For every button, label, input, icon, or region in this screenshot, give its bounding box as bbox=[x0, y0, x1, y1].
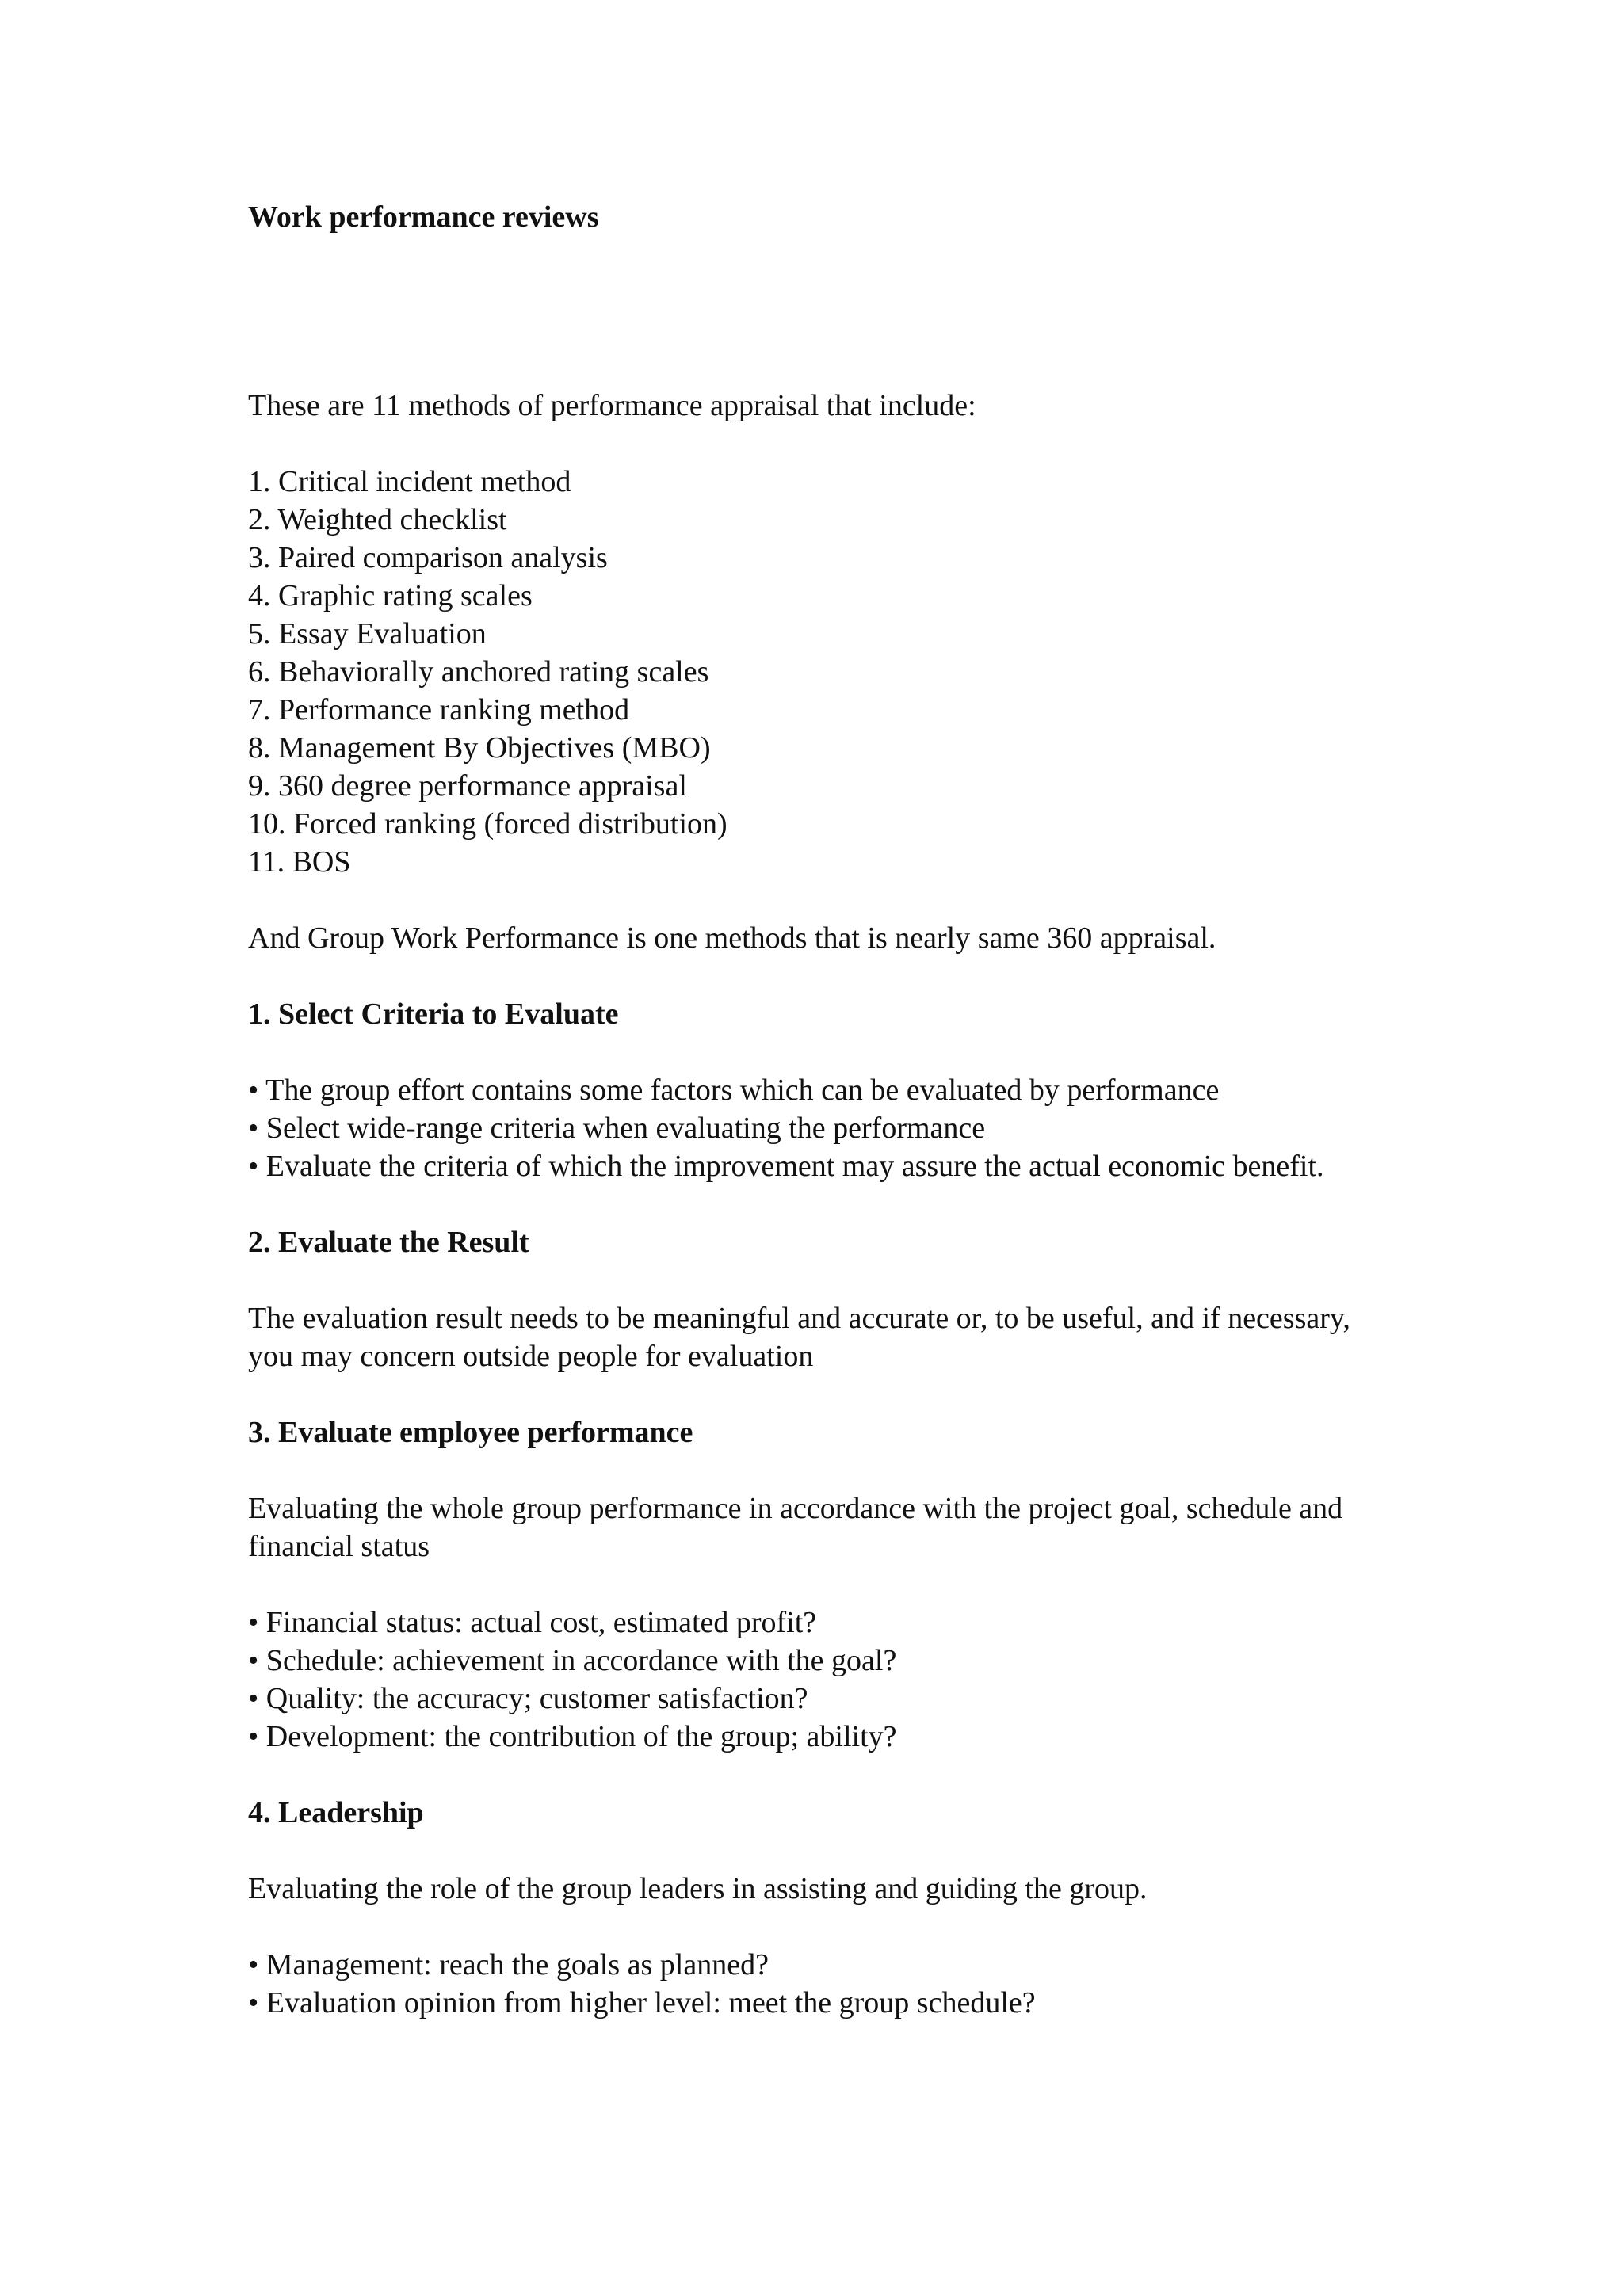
bullet-item: • Select wide-range criteria when evaluating the performance bbox=[248, 1112, 986, 1145]
method-item: 7. Performance ranking method bbox=[248, 693, 630, 727]
bullet-item: • The group effort contains some factors which can be evaluated by performance bbox=[248, 1074, 1220, 1107]
spacer bbox=[248, 1566, 1397, 1604]
bullet-item: • Evaluation opinion from higher level: meet the group schedule? bbox=[248, 1986, 1036, 2019]
intro-paragraph: These are 11 methods of performance appraisal that include: bbox=[248, 389, 976, 422]
section-paragraph: Evaluating the whole group performance in accordance with the project goal, schedule and financial status bbox=[248, 1492, 1343, 1563]
bullet-item: • Management: reach the goals as planned? bbox=[248, 1948, 769, 1981]
section-paragraph: The evaluation result needs to be meaningful and accurate or, to be useful, and if necessary, you may concern outside people for evaluation bbox=[248, 1302, 1350, 1373]
bullet-item: • Financial status: actual cost, estimated profit? bbox=[248, 1606, 817, 1639]
spacer bbox=[248, 1033, 1397, 1071]
method-item: 4. Graphic rating scales bbox=[248, 579, 533, 612]
bullet-item: • Evaluate the criteria of which the improvement may assure the actual economic benefit. bbox=[248, 1150, 1324, 1183]
spacer bbox=[248, 425, 1397, 463]
methods-list bbox=[248, 463, 1397, 881]
method-item: 10. Forced ranking (forced distribution) bbox=[248, 807, 727, 841]
method-item: 5. Essay Evaluation bbox=[248, 617, 487, 650]
method-item: 2. Weighted checklist bbox=[248, 503, 507, 536]
method-item: 9. 360 degree performance appraisal bbox=[248, 769, 687, 803]
document-body bbox=[248, 387, 1397, 2022]
section-heading: 3. Evaluate employee performance bbox=[248, 1416, 693, 1449]
method-item: 6. Behaviorally anchored rating scales bbox=[248, 655, 709, 688]
spacer bbox=[248, 1451, 1397, 1489]
spacer bbox=[248, 1908, 1397, 1946]
section-heading: 2. Evaluate the Result bbox=[248, 1226, 529, 1259]
spacer bbox=[248, 1375, 1397, 1413]
spacer bbox=[248, 881, 1397, 919]
spacer bbox=[248, 1832, 1397, 1870]
method-item: 1. Critical incident method bbox=[248, 465, 571, 498]
bullet-item: • Quality: the accuracy; customer satisfaction? bbox=[248, 1682, 808, 1715]
section-heading: 1. Select Criteria to Evaluate bbox=[248, 997, 619, 1031]
spacer bbox=[248, 1185, 1397, 1223]
method-item: 3. Paired comparison analysis bbox=[248, 541, 608, 574]
spacer bbox=[248, 957, 1397, 995]
bullet-item: • Schedule: achievement in accordance with the goal? bbox=[248, 1644, 897, 1677]
section-heading: 4. Leadership bbox=[248, 1796, 424, 1829]
document-title: Work performance reviews bbox=[248, 200, 599, 234]
method-item: 8. Management By Objectives (MBO) bbox=[248, 731, 711, 765]
section-paragraph: Evaluating the role of the group leaders in assisting and guiding the group. bbox=[248, 1872, 1148, 1905]
group-note: And Group Work Performance is one methods that is nearly same 360 appraisal. bbox=[248, 921, 1216, 955]
spacer bbox=[248, 1756, 1397, 1794]
method-item: 11. BOS bbox=[248, 845, 351, 879]
bullet-item: • Development: the contribution of the group; ability? bbox=[248, 1720, 897, 1753]
spacer bbox=[248, 1261, 1397, 1299]
